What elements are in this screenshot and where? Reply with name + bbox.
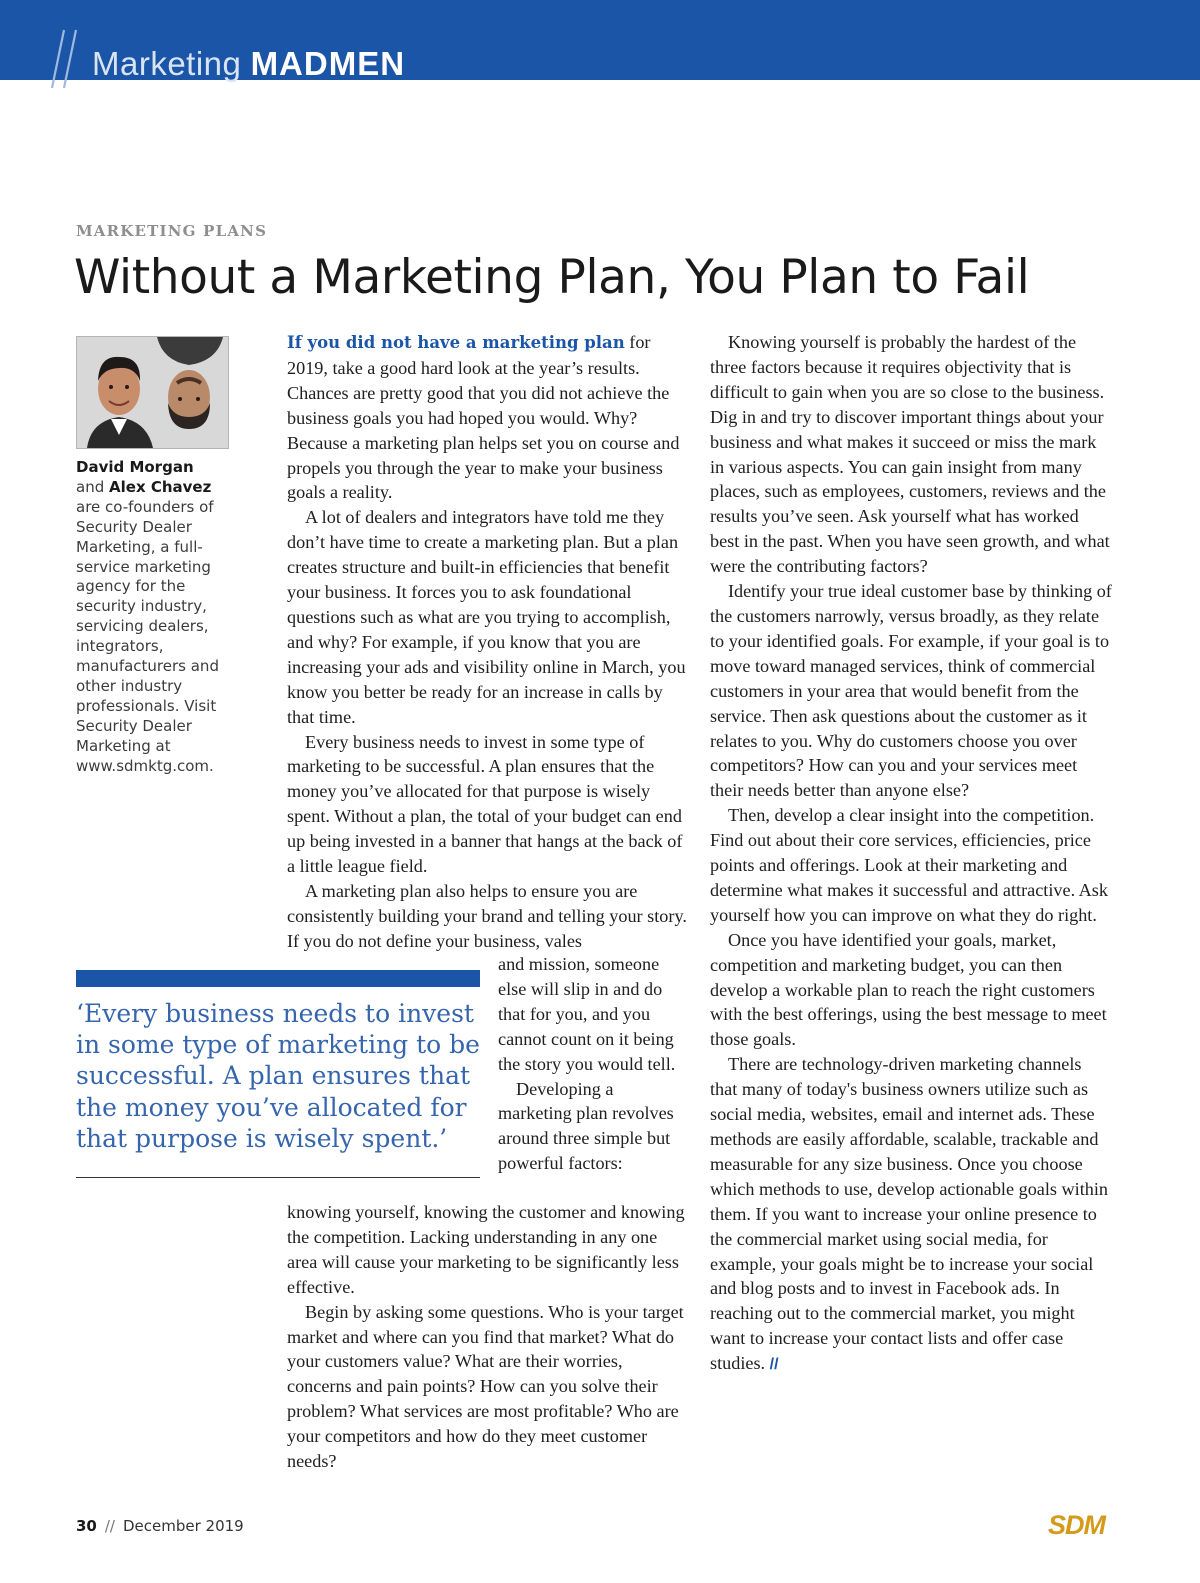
author-name-1: David Morgan bbox=[76, 458, 194, 476]
body-paragraph-8: Identify your true ideal customer base by thinking of the customers narrowly, versus broadly, as they relate to your identified goals. For example, if your goal is to move toward managed services, think of commercial customers in your area that would benefit from the service. Then ask questions about the customer as it relates to you. Why do customers choose you over competitors? How can you and your services meet their needs better than anyone else? bbox=[710, 581, 1112, 801]
body-paragraph-7: Knowing yourself is probably the hardest of the three factors because it requires objectivity that is difficult to gain when you are so close to the business. Dig in and try to discover important things about your business and what makes it succeed or miss the mark in various aspects. You can gain insight from many places, such as employees, customers, reviews and the results you’ve seen. Ask yourself what has worked best in the past. When you have seen growth, and what were the contributing factors? bbox=[710, 332, 1110, 577]
body-paragraph-5-cont: knowing yourself, knowing the customer and knowing the competition. Lacking understanding in any one area will cause your marketing to be significantly less effective. bbox=[287, 1202, 685, 1297]
author-portraits-image bbox=[77, 337, 228, 448]
body-paragraph-10: Once you have identified your goals, market, competition and marketing budget, you can then develop a workable plan to reach the right customers with the best offerings, using the best message to meet those goals. bbox=[710, 929, 1107, 1050]
footer-separator: // bbox=[104, 1517, 115, 1535]
lead-in: If you did not have a marketing plan bbox=[287, 333, 625, 352]
body-paragraph-11-text: There are technology-driven marketing channels that many of today's business owners utilize such as social media, websites, email and internet ads. These methods are easily affordable, scalable, trackable and measurable for any size business. Once you choose which methods to use, develop actionable goals within them. If you want to increase your online presence to the commercial market using social media, for example, your goals might be to increase your social and blog posts and to invest in Facebook ads. In reaching out to the commercial market, you might want to increase your contact lists and offer case studies. bbox=[710, 1054, 1109, 1374]
article-kicker: MARKETING PLANS bbox=[76, 222, 268, 240]
body-paragraph-11 bbox=[710, 1052, 1112, 1378]
end-mark: // bbox=[769, 1356, 779, 1374]
body-column-1-top bbox=[287, 330, 691, 954]
page-number: 30 bbox=[76, 1517, 97, 1535]
author-name-2: Alex Chavez bbox=[109, 477, 212, 496]
author-bio-text: are co-founders of Security Dealer Marketing, a full-service marketing agency for the security industry, servicing dealers, integrators, manufacturers and other industry professionals. Visit Security Dealer Marketing at www.sdmktg.com. bbox=[76, 497, 219, 775]
body-paragraph-2: A lot of dealers and integrators have told me they don’t have time to create a marketing plan. But a plan creates structure and built-in efficiencies that benefit your business. It forces you to ask foundational questions such as what are you trying to accomplish, and why? For example, if you know that you are increasing your ads and visibility online in March, you know you better be ready for an increase in calls by that time. bbox=[287, 507, 686, 727]
issue-date: December 2019 bbox=[122, 1517, 244, 1535]
section-title-bold: MADMEN bbox=[250, 45, 406, 82]
sdm-logo: SDM bbox=[1048, 1510, 1105, 1540]
page-footer bbox=[76, 1517, 244, 1535]
pullquote-bar bbox=[76, 970, 480, 987]
body-paragraph-5: Developing a marketing plan revolves around three simple but powerful factors: bbox=[498, 1078, 674, 1174]
body-column-2 bbox=[710, 330, 1112, 1378]
body-paragraph-3: Every business needs to invest in some type of marketing to be successful. A plan ensures that the money you’ve allocated for that purpose is wisely spent. Without a plan, the total of your budget can end up being invested in a banner that hangs at the back of a little league field. bbox=[287, 731, 683, 877]
author-conjunction: and bbox=[76, 477, 105, 496]
body-paragraph-4: A marketing plan also helps to ensure you are consistently building your brand and telling your story. If you do not define your business, vales bbox=[287, 880, 687, 951]
double-slash-icon bbox=[50, 26, 90, 92]
section-title-light: Marketing bbox=[92, 45, 242, 82]
body-paragraph-4-cont: and mission, someone else will slip in and do that for you, and you cannot count on it being the story you would tell. bbox=[498, 954, 676, 1074]
pullquote: ‘Every business needs to invest in some type of marketing to be successful. A plan ensures that the money you’ve allocated for that purpose is wisely spent.’ bbox=[76, 999, 480, 1153]
body-paragraph-9: Then, develop a clear insight into the competition. Find out about their core services, efficiencies, price points and offerings. Look at their marketing and determine what makes it successful and attractive. Ask yourself how you can improve on what they do right. bbox=[710, 805, 1108, 925]
section-title bbox=[92, 44, 405, 84]
author-photo bbox=[76, 336, 229, 449]
article-headline: Without a Marketing Plan, You Plan to Fail bbox=[74, 250, 1030, 305]
header-banner bbox=[0, 0, 1200, 80]
body-paragraph-1-text: for 2019, take a good hard look at the year’s results. Chances are pretty good that you did not achieve the business goals you had hoped you would. Why? Because a marketing plan helps set you on course and propels you through the year to make your business goals a reality. bbox=[287, 332, 680, 503]
body-column-1-narrow bbox=[498, 952, 691, 1176]
body-column-1-bottom bbox=[287, 1200, 691, 1474]
body-paragraph-6: Begin by asking some questions. Who is your target market and where can you find that market? What do your customers value? What are their worries, concerns and pain points? How can you solve their problem? What services are most profitable? Who are your competitors and how do they meet customer needs? bbox=[287, 1301, 684, 1472]
pullquote-rule bbox=[76, 1177, 480, 1178]
body-paragraph-1 bbox=[287, 330, 691, 505]
author-bio bbox=[76, 458, 236, 777]
